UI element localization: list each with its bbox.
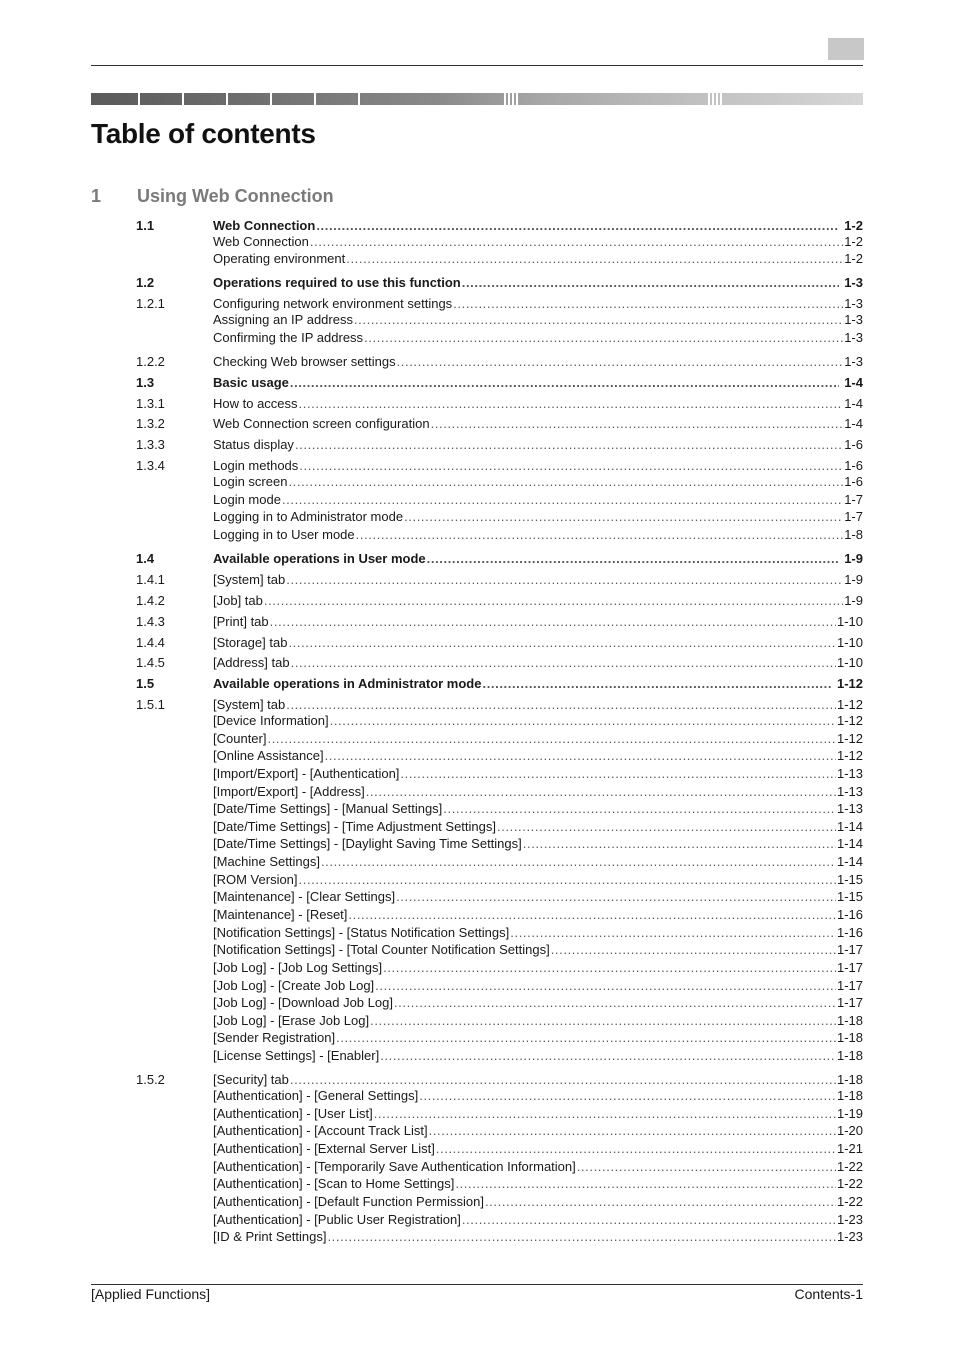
dot-leader — [429, 1123, 836, 1139]
toc-entry-label: [Address] tab — [213, 655, 290, 670]
toc-entry-page: 1-22 — [836, 1159, 863, 1174]
dot-leader — [356, 527, 844, 543]
toc-entry-page: 1-17 — [836, 942, 863, 957]
toc-entry-row — [213, 766, 863, 782]
toc-entry-row — [213, 354, 863, 370]
toc-entry-page: 1-23 — [836, 1229, 863, 1244]
toc-entry-label: Web Connection screen configuration — [213, 416, 430, 431]
toc-entry-label: [Security] tab — [213, 1072, 289, 1087]
toc-entry-page: 1-7 — [844, 492, 863, 507]
toc-entry-page: 1-12 — [836, 731, 863, 746]
toc-entry-label: [License Settings] - [Enabler] — [213, 1048, 380, 1063]
toc-entry-page: 1-2 — [844, 234, 863, 249]
toc-entry-label: Logging in to User mode — [213, 527, 355, 542]
dot-leader — [270, 614, 836, 630]
dot-leader — [510, 925, 836, 941]
dot-leader — [299, 458, 843, 474]
toc-entry-label: [Date/Time Settings] - [Daylight Saving Time Settings] — [213, 836, 522, 851]
toc-entry-row — [213, 614, 863, 630]
toc-entry-label: [Authentication] - [Account Track List] — [213, 1123, 428, 1138]
toc-entry-number: 1.4.5 — [136, 655, 165, 670]
dot-leader — [295, 437, 843, 453]
dot-leader — [327, 1229, 836, 1245]
toc-entry-number: 1.5.1 — [136, 697, 165, 712]
toc-entry-row — [213, 375, 863, 391]
toc-entry-label: [Authentication] - [Public User Registration] — [213, 1212, 461, 1227]
toc-entry-number: 1.5.2 — [136, 1072, 165, 1087]
toc-entry-label: [Authentication] - [Default Function Permission] — [213, 1194, 484, 1209]
toc-entry-number: 1.3.1 — [136, 396, 165, 411]
toc-entry-label: Assigning an IP address — [213, 312, 353, 327]
toc-entry-label: Web Connection — [213, 218, 316, 233]
toc-entry-row — [213, 784, 863, 800]
dot-leader — [288, 635, 836, 651]
dot-leader — [354, 312, 843, 328]
toc-entry-label: [ROM Version] — [213, 872, 298, 887]
toc-entry-row — [213, 713, 863, 729]
toc-entry-label: [Import/Export] - [Address] — [213, 784, 365, 799]
dot-leader — [325, 748, 836, 764]
dot-leader — [264, 593, 843, 609]
toc-entry-row — [213, 1048, 863, 1064]
toc-entry-label: Available operations in User mode — [213, 551, 426, 566]
toc-entry-number: 1.3.3 — [136, 437, 165, 452]
toc-entry-number: 1.1 — [136, 218, 155, 233]
dot-leader — [316, 218, 839, 234]
toc-entry-label: [Authentication] - [User List] — [213, 1106, 373, 1121]
dot-leader — [310, 234, 843, 250]
dot-leader — [443, 801, 836, 817]
toc-entry-row — [213, 458, 863, 474]
toc-entry-page: 1-16 — [836, 907, 863, 922]
toc-entry-page: 1-18 — [836, 1030, 863, 1045]
toc-entry-page: 1-13 — [836, 784, 863, 799]
toc-entry-page: 1-16 — [836, 925, 863, 940]
dot-leader — [380, 1048, 836, 1064]
toc-entry-label: [Date/Time Settings] - [Time Adjustment Settings] — [213, 819, 496, 834]
dot-leader — [364, 330, 843, 346]
toc-entry-page: 1-4 — [844, 416, 863, 431]
toc-entry-page: 1-2 — [844, 251, 863, 266]
toc-entry-number: 1.4.2 — [136, 593, 165, 608]
toc-entry-label: Login screen — [213, 474, 288, 489]
toc-entry-label: How to access — [213, 396, 298, 411]
decorative-bar — [91, 93, 863, 105]
toc-entry-row — [213, 676, 863, 692]
dot-leader — [400, 766, 836, 782]
toc-entry-row — [213, 731, 863, 747]
toc-entry-row — [213, 942, 863, 958]
toc-entry-page: 1-22 — [836, 1176, 863, 1191]
toc-entry-row — [213, 437, 863, 453]
toc-entry-page: 1-6 — [844, 458, 863, 473]
dot-leader — [427, 551, 840, 567]
toc-entry-page: 1-9 — [844, 551, 863, 566]
toc-entry-number: 1.4.3 — [136, 614, 165, 629]
dot-leader — [290, 375, 839, 391]
toc-entry-row — [213, 925, 863, 941]
toc-entry-label: Checking Web browser settings — [213, 354, 396, 369]
toc-entry-page: 1-12 — [836, 713, 863, 728]
toc-entry-page: 1-9 — [844, 593, 863, 608]
toc-entry-row — [213, 1088, 863, 1104]
dot-leader — [348, 907, 836, 923]
toc-entry-label: [Import/Export] - [Authentication] — [213, 766, 400, 781]
page-title: Table of contents — [91, 118, 316, 149]
toc-entry-page: 1-19 — [836, 1106, 863, 1121]
dot-leader — [282, 492, 843, 508]
toc-entry-label: [Authentication] - [General Settings] — [213, 1088, 419, 1103]
chapter-title: Using Web Connection — [137, 186, 334, 206]
toc-entry-number: 1.3.4 — [136, 458, 165, 473]
toc-entry-page: 1-20 — [836, 1123, 863, 1138]
dot-leader — [497, 819, 836, 835]
toc-entry-label: [Date/Time Settings] - [Manual Settings] — [213, 801, 443, 816]
toc-entry-page: 1-21 — [836, 1141, 863, 1156]
toc-entry-row — [213, 416, 863, 432]
toc-entry-page: 1-3 — [844, 312, 863, 327]
toc-entry-row — [213, 889, 863, 905]
toc-entry-row — [213, 1212, 863, 1228]
toc-entry-number: 1.2.1 — [136, 296, 165, 311]
toc-entry-row — [213, 527, 863, 543]
toc-entry-row — [213, 1159, 863, 1175]
toc-entry-row — [213, 1194, 863, 1210]
dot-leader — [299, 872, 836, 888]
toc-entry-label: [Authentication] - [External Server List] — [213, 1141, 435, 1156]
toc-entry-label: [System] tab — [213, 572, 286, 587]
toc-entry-page: 1-10 — [836, 635, 863, 650]
dot-leader — [336, 1030, 836, 1046]
toc-entry-row — [213, 635, 863, 651]
footer-rule — [91, 1284, 863, 1285]
header-rule — [91, 65, 863, 66]
toc-entry-page: 1-17 — [836, 995, 863, 1010]
toc-entry-row — [213, 509, 863, 525]
toc-entry-row — [213, 275, 863, 291]
toc-entry-page: 1-2 — [844, 218, 863, 233]
toc-entry-page: 1-10 — [836, 655, 863, 670]
toc-entry-label: Operations required to use this function — [213, 275, 461, 290]
toc-entry-label: [Online Assistance] — [213, 748, 324, 763]
toc-entry-label: [Job Log] - [Erase Job Log] — [213, 1013, 370, 1028]
dot-leader — [374, 1106, 836, 1122]
dot-leader — [431, 416, 844, 432]
toc-entry-label: [Maintenance] - [Reset] — [213, 907, 348, 922]
toc-entry-row — [213, 854, 863, 870]
toc-entry-label: [Device Information] — [213, 713, 329, 728]
dot-leader — [321, 854, 836, 870]
toc-entry-page: 1-12 — [836, 676, 863, 691]
toc-entry-page: 1-17 — [836, 960, 863, 975]
toc-entry-row — [213, 312, 863, 328]
toc-entry-label: Basic usage — [213, 375, 289, 390]
toc-entry-page: 1-15 — [836, 889, 863, 904]
toc-entry-page: 1-18 — [836, 1048, 863, 1063]
toc-entry-page: 1-3 — [844, 354, 863, 369]
toc-entry-label: [System] tab — [213, 697, 286, 712]
dot-leader — [485, 1194, 836, 1210]
toc-entry-row — [213, 978, 863, 994]
toc-entry-page: 1-4 — [844, 396, 863, 411]
toc-entry-page: 1-22 — [836, 1194, 863, 1209]
toc-entry-row — [213, 960, 863, 976]
toc-entry-row — [213, 1072, 863, 1088]
dot-leader — [290, 1072, 836, 1088]
toc-entry-row — [213, 251, 863, 267]
toc-entry-label: [Storage] tab — [213, 635, 288, 650]
toc-entry-row — [213, 1229, 863, 1245]
toc-entry-label: [Authentication] - [Temporarily Save Authentication Information] — [213, 1159, 576, 1174]
dot-leader — [288, 474, 843, 490]
toc-entry-label: Login methods — [213, 458, 299, 473]
toc-entry-page: 1-17 — [836, 978, 863, 993]
chapter-number: 1 — [91, 186, 102, 206]
toc-entry-label: Confirming the IP address — [213, 330, 364, 345]
toc-entry-row — [213, 836, 863, 852]
toc-entry-number: 1.2 — [136, 275, 155, 290]
dot-leader — [462, 1212, 836, 1228]
dot-leader — [394, 995, 836, 1011]
toc-entry-row — [213, 872, 863, 888]
toc-entry-row — [213, 330, 863, 346]
toc-entry-page: 1-6 — [844, 437, 863, 452]
toc-entry-page: 1-6 — [844, 474, 863, 489]
toc-entry-page: 1-14 — [836, 854, 863, 869]
toc-entry-number: 1.4 — [136, 551, 155, 566]
dot-leader — [366, 784, 836, 800]
toc-entry-row — [213, 593, 863, 609]
toc-entry-row — [213, 492, 863, 508]
toc-entry-label: [Sender Registration] — [213, 1030, 336, 1045]
toc-entry-label: [Counter] — [213, 731, 267, 746]
toc-entry-number: 1.3.2 — [136, 416, 165, 431]
toc-entry-number: 1.4.1 — [136, 572, 165, 587]
dot-leader — [299, 396, 844, 412]
dot-leader — [453, 296, 843, 312]
dot-leader — [523, 836, 836, 852]
toc-entry-label: [Job Log] - [Create Job Log] — [213, 978, 375, 993]
toc-entry-row — [213, 396, 863, 412]
toc-entry-label: [Notification Settings] - [Total Counter Notification Settings] — [213, 942, 550, 957]
toc-entry-row — [213, 572, 863, 588]
toc-entry-row — [213, 697, 863, 713]
toc-entry-page: 1-12 — [836, 697, 863, 712]
dot-leader — [455, 1176, 836, 1192]
footer-page-number: Contents-1 — [794, 1286, 863, 1302]
toc-entry-label: [Job] tab — [213, 593, 263, 608]
toc-entry-label: Login mode — [213, 492, 281, 507]
toc-entry-label: Available operations in Administrator mode — [213, 676, 482, 691]
dot-leader — [286, 697, 836, 713]
dot-leader — [396, 889, 836, 905]
toc-entry-label: Status display — [213, 437, 294, 452]
toc-entry-row — [213, 218, 863, 234]
toc-entry-page: 1-8 — [844, 527, 863, 542]
dot-leader — [291, 655, 836, 671]
toc-entry-row — [213, 1030, 863, 1046]
toc-entry-page: 1-4 — [844, 375, 863, 390]
toc-entry-row — [213, 1141, 863, 1157]
toc-entry-row — [213, 474, 863, 490]
toc-entry-page: 1-18 — [836, 1013, 863, 1028]
toc-entry-row — [213, 748, 863, 764]
toc-entry-label: [Job Log] - [Job Log Settings] — [213, 960, 383, 975]
dot-leader — [419, 1088, 836, 1104]
footer-manual-name: [Applied Functions] — [91, 1286, 211, 1302]
dot-leader — [286, 572, 843, 588]
dot-leader — [267, 731, 835, 747]
toc-entry-label: [Maintenance] - [Clear Settings] — [213, 889, 396, 904]
toc-entry-page: 1-14 — [836, 836, 863, 851]
toc-entry-row — [213, 995, 863, 1011]
toc-entry-page: 1-9 — [844, 572, 863, 587]
dot-leader — [482, 676, 831, 692]
toc-entry-page: 1-7 — [844, 509, 863, 524]
dot-leader — [375, 978, 836, 994]
toc-entry-row — [213, 655, 863, 671]
toc-entry-label: [Job Log] - [Download Job Log] — [213, 995, 393, 1010]
toc-entry-page: 1-23 — [836, 1212, 863, 1227]
toc-entry-row — [213, 1123, 863, 1139]
dot-leader — [397, 354, 844, 370]
toc-entry-page: 1-15 — [836, 872, 863, 887]
dot-leader — [551, 942, 836, 958]
toc-entry-label: Web Connection — [213, 234, 309, 249]
toc-entry-page: 1-3 — [844, 296, 863, 311]
toc-entry-page: 1-13 — [836, 801, 863, 816]
dot-leader — [436, 1141, 836, 1157]
dot-leader — [383, 960, 836, 976]
toc-entry-page: 1-3 — [844, 275, 863, 290]
toc-entry-row — [213, 801, 863, 817]
toc-entry-label: Configuring network environment settings — [213, 296, 453, 311]
toc-entry-label: [Notification Settings] - [Status Notification Settings] — [213, 925, 510, 940]
dot-leader — [330, 713, 836, 729]
toc-entry-page: 1-14 — [836, 819, 863, 834]
toc-entry-page: 1-13 — [836, 766, 863, 781]
toc-entry-label: [Print] tab — [213, 614, 269, 629]
dot-leader — [577, 1159, 836, 1175]
toc-entry-row — [213, 1013, 863, 1029]
toc-entry-row — [213, 907, 863, 923]
dot-leader — [404, 509, 843, 525]
toc-entry-page: 1-12 — [836, 748, 863, 763]
toc-entry-number: 1.3 — [136, 375, 155, 390]
toc-entry-label: [ID & Print Settings] — [213, 1229, 327, 1244]
toc-entry-label: [Authentication] - [Scan to Home Settings] — [213, 1176, 455, 1191]
corner-tab-box — [828, 38, 864, 60]
toc-entry-label: Logging in to Administrator mode — [213, 509, 404, 524]
dot-leader — [370, 1013, 836, 1029]
toc-entry-row — [213, 234, 863, 250]
toc-entry-row — [213, 551, 863, 567]
toc-entry-page: 1-3 — [844, 330, 863, 345]
toc-entry-page: 1-10 — [836, 614, 863, 629]
toc-entry-row — [213, 296, 863, 312]
toc-entry-row — [213, 819, 863, 835]
toc-entry-label: Operating environment — [213, 251, 346, 266]
toc-entry-number: 1.2.2 — [136, 354, 165, 369]
toc-entry-row — [213, 1106, 863, 1122]
toc-entry-page: 1-18 — [836, 1088, 863, 1103]
toc-entry-number: 1.5 — [136, 676, 155, 691]
dot-leader — [346, 251, 843, 267]
toc-entry-page: 1-18 — [836, 1072, 863, 1087]
toc-entry-number: 1.4.4 — [136, 635, 165, 650]
dot-leader — [462, 275, 839, 291]
toc-entry-row — [213, 1176, 863, 1192]
toc-entry-label: [Machine Settings] — [213, 854, 320, 869]
